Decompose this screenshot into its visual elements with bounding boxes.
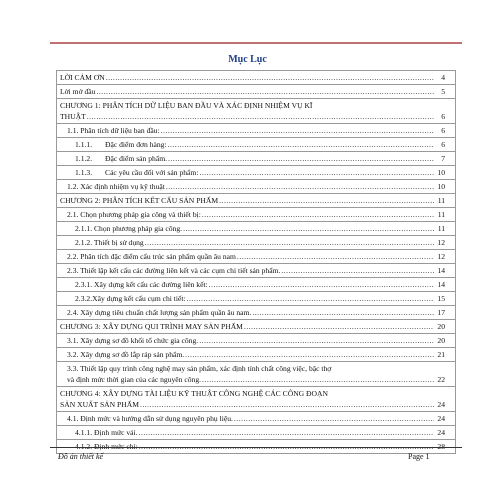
toc-entry-page: 4 xyxy=(441,73,445,82)
toc-entry[interactable] xyxy=(57,166,456,180)
table-of-contents xyxy=(56,70,456,454)
toc-entry[interactable] xyxy=(57,278,456,292)
toc-entry-page: 14 xyxy=(437,266,445,275)
toc-entry-label: 1.1. Phân tích dữ liệu ban đầu: xyxy=(67,126,160,135)
toc-entry[interactable] xyxy=(57,208,456,222)
toc-entry-page: 21 xyxy=(437,350,445,359)
toc-entry[interactable] xyxy=(57,71,456,85)
toc-entry-page: 24 xyxy=(437,400,445,409)
toc-entry-label: Các yêu cầu đối với sản phẩm: xyxy=(105,168,199,177)
toc-entry-label: 2.1. Chọn phương pháp gia công và thiết bị: xyxy=(67,210,201,219)
toc-entry-label: CHƯƠNG 4: XÂY DỰNG TÀI LIỆU KỸ THUẬT CÔNG NGHỆ CÁC CÔNG ĐOẠN xyxy=(60,389,328,398)
toc-entry-number: 1.1.1. xyxy=(75,140,93,149)
footer-title: Đồ án thiết kế xyxy=(58,452,104,461)
toc-entry-label: CHƯƠNG 2: PHÂN TÍCH KẾT CẤU SẢN PHẨM xyxy=(60,196,219,205)
toc-entry-label: 3.3. Thiết lập quy trình công nghệ may sản phẩm, xác định tính chất công việc, bậc thợ xyxy=(67,364,332,373)
toc-entry-page: 11 xyxy=(437,224,445,233)
toc-title: Mục Lục xyxy=(228,54,267,65)
toc-entry-page: 11 xyxy=(437,196,445,205)
toc-entry-label: 2.1.2. Thiết bị sử dụng xyxy=(75,238,144,247)
toc-entry-page: 12 xyxy=(437,252,445,261)
toc-entry-page: 14 xyxy=(437,280,445,289)
toc-entry-label-cont: SẢN XUẤT SẢN PHẨM xyxy=(60,400,139,409)
toc-entry-page: 11 xyxy=(437,210,445,219)
toc-entry[interactable] xyxy=(57,124,456,138)
toc-entry[interactable] xyxy=(57,334,456,348)
toc-entry-label: CHƯƠNG 3: XÂY DỰNG QUI TRÌNH MAY SẢN PHẨM xyxy=(60,322,243,331)
footer-rule xyxy=(50,447,462,448)
toc-entry-label: 2.3.2.Xây dựng kết cấu cụm chi tiết: xyxy=(75,294,186,303)
toc-entry-label: 2.3.1. Xây dựng kết cấu các đường liên kết: xyxy=(75,280,208,289)
toc-entry-label: 2.4. Xây dựng tiêu chuẩn chất lượng sản phẩm quần âu nam. xyxy=(67,308,252,317)
toc-entry-label: CHƯƠNG 1: PHÂN TÍCH DỮ LIỆU BAN ĐẦU VÀ XÁC ĐỊNH NHIỆM VỤ KĨ xyxy=(60,101,313,110)
toc-entry-label-cont: và định mức thời gian của các nguyên công. xyxy=(67,375,202,384)
toc-entry-number: 1.1.2. xyxy=(75,154,93,163)
toc-entry-label: 2.2. Phân tích đặc điểm cấu trúc sản phẩm quần âu nam xyxy=(67,252,236,261)
toc-entry[interactable] xyxy=(57,85,456,99)
toc-entry-label: 1.2. Xác định nhiệm vụ kỹ thuật xyxy=(67,182,165,191)
toc-entry-page: 6 xyxy=(441,112,445,121)
toc-entry-page: 6 xyxy=(441,140,445,149)
toc-entry[interactable] xyxy=(57,264,456,278)
toc-entry-page: 6 xyxy=(441,126,445,135)
toc-entry-label: 3.2. Xây dựng sơ đồ lắp ráp sản phẩm. xyxy=(67,350,185,359)
toc-entry[interactable] xyxy=(57,412,456,426)
toc-entry[interactable] xyxy=(57,320,456,334)
toc-entry-page: 10 xyxy=(437,182,445,191)
toc-entry-page: 24 xyxy=(437,414,445,423)
toc-entry[interactable] xyxy=(57,250,456,264)
toc-entry-label: 4.1. Định mức và hướng dẫn sử dụng nguyên phụ liệu. xyxy=(67,414,233,423)
toc-entry-page: 15 xyxy=(437,294,445,303)
toc-entry-page: 7 xyxy=(441,154,445,163)
toc-entry-label: LỜI CẢM ƠN xyxy=(60,73,105,82)
toc-entry-number: 1.1.3. xyxy=(75,168,93,177)
toc-entry-label: Lời mở đầu xyxy=(60,87,96,96)
toc-entry[interactable] xyxy=(57,426,456,440)
toc-entry-page: 5 xyxy=(441,87,445,96)
toc-entry[interactable] xyxy=(57,362,456,387)
toc-entry[interactable] xyxy=(57,138,456,152)
toc-entry-label: Đặc điểm đơn hàng: xyxy=(105,140,167,149)
toc-entry-page: 17 xyxy=(437,308,445,317)
toc-entry-page: 12 xyxy=(437,238,445,247)
toc-entry[interactable] xyxy=(57,99,456,124)
toc-entry-page: 20 xyxy=(437,322,445,331)
toc-entry[interactable] xyxy=(57,236,456,250)
toc-entry[interactable] xyxy=(57,306,456,320)
toc-entry-page: 24 xyxy=(437,428,445,437)
toc-entry-label: 3.1. Xây dựng sơ đồ khối tổ chức gia công. xyxy=(67,336,199,345)
toc-entry-page: 22 xyxy=(437,375,445,384)
toc-entry[interactable] xyxy=(57,194,456,208)
page-number: Page 1 xyxy=(408,452,430,461)
toc-entry[interactable] xyxy=(57,222,456,236)
toc-entry-page: 10 xyxy=(437,168,445,177)
toc-entry[interactable] xyxy=(57,152,456,166)
toc-entry[interactable] xyxy=(57,387,456,412)
toc-entry-page: 20 xyxy=(437,336,445,345)
toc-entry-label: Đặc điểm sản phẩm. xyxy=(105,154,167,163)
toc-entry[interactable] xyxy=(57,292,456,306)
toc-entry-label-cont: THUẬT xyxy=(60,112,86,121)
toc-entry-label: 2.1.1. Chọn phương pháp gia công. xyxy=(75,224,183,233)
toc-entry-label: 2.3. Thiết lập kết cấu các đường liên kết và các cụm chi tiết sản phẩm. xyxy=(67,266,281,275)
toc-entry[interactable] xyxy=(57,180,456,194)
toc-entry-label: 4.1.1. Định mức vải. xyxy=(75,428,138,437)
header-rule xyxy=(50,42,462,44)
toc-entry[interactable] xyxy=(57,348,456,362)
